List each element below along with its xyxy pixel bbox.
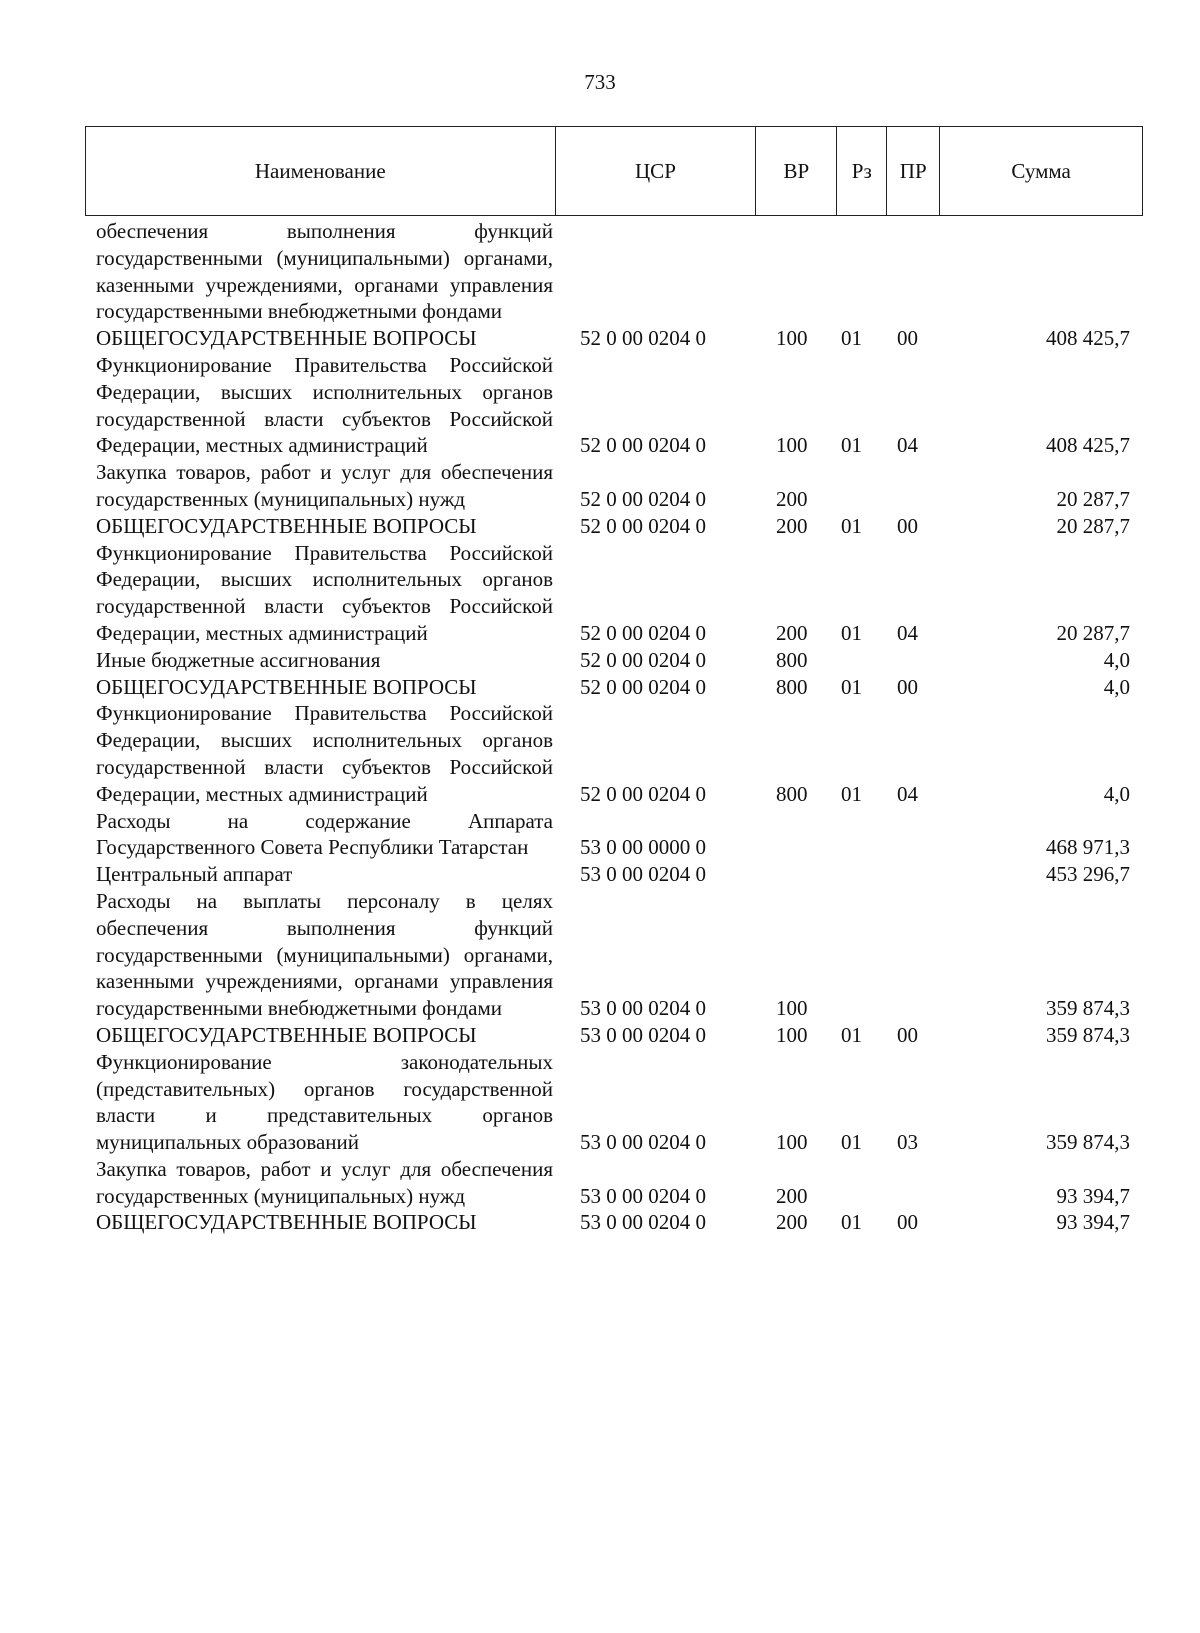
cell-name: Закупка товаров, работ и услуг для обеспечения государственных (муниципальных) нужд [96, 460, 553, 511]
cell-vr: 800 [776, 674, 808, 699]
table-row [85, 1209, 1143, 1236]
cell-sum: 93 394,7 [1056, 1210, 1130, 1235]
cell-sum: 20 287,7 [1056, 486, 1130, 511]
cell-rz: 01 [841, 513, 862, 538]
cell-rz: 01 [841, 433, 862, 458]
cell-name: Иные бюджетные ассигнования [96, 647, 381, 672]
cell-vr: 800 [776, 781, 808, 806]
cell-vr: 100 [776, 1130, 808, 1155]
cell-sum: 93 394,7 [1056, 1183, 1130, 1208]
header-rz: Рз [837, 127, 887, 215]
cell-sum: 408 425,7 [1046, 433, 1130, 458]
table-row [85, 325, 1143, 352]
cell-csr: 53 0 00 0204 0 [580, 1130, 706, 1155]
table-row [85, 459, 1143, 513]
cell-csr: 53 0 00 0204 0 [580, 1210, 706, 1235]
cell-vr: 100 [776, 996, 808, 1021]
cell-csr: 52 0 00 0204 0 [580, 620, 706, 645]
header-name: Наименование [86, 127, 556, 215]
table-row [85, 888, 1143, 1022]
cell-vr: 100 [776, 1022, 808, 1047]
cell-csr: 52 0 00 0204 0 [580, 326, 706, 351]
header-pr: ПР [887, 127, 940, 215]
cell-rz: 01 [841, 326, 862, 351]
table-row [85, 808, 1143, 862]
cell-csr: 52 0 00 0204 0 [580, 781, 706, 806]
cell-csr: 52 0 00 0204 0 [580, 433, 706, 458]
page-number: 733 [584, 70, 616, 94]
header-sum: Сумма [1011, 158, 1071, 183]
cell-sum: 359 874,3 [1046, 996, 1130, 1021]
table-row [85, 352, 1143, 459]
cell-vr: 200 [776, 1210, 808, 1235]
cell-name: Функционирование Правительства Российской Федерации, высших исполнительных органов государственной власти субъектов Российской Федерации, местных администраций [96, 540, 553, 645]
cell-name: ОБЩЕГОСУДАРСТВЕННЫЕ ВОПРОСЫ [96, 513, 477, 538]
cell-name: Закупка товаров, работ и услуг для обеспечения государственных (муниципальных) нужд [96, 1156, 553, 1208]
cell-rz: 01 [841, 1022, 862, 1047]
cell-pr: 00 [897, 513, 918, 538]
table-row [85, 861, 1143, 888]
cell-csr: 52 0 00 0204 0 [580, 486, 706, 511]
cell-csr: 53 0 00 0204 0 [580, 1022, 706, 1047]
table-row [85, 674, 1143, 701]
cell-vr: 200 [776, 513, 808, 538]
cell-pr: 00 [897, 674, 918, 699]
cell-name: Центральный аппарат [96, 862, 293, 887]
cell-pr: 00 [897, 1210, 918, 1235]
cell-sum: 4,0 [1103, 647, 1130, 672]
table-row [85, 1156, 1143, 1210]
cell-name: ОБЩЕГОСУДАРСТВЕННЫЕ ВОПРОСЫ [96, 326, 477, 351]
table-row [85, 513, 1143, 540]
cell-name: Функционирование законодательных (представительных) органов государственной власти и представительных органов муниципальных образований [96, 1049, 553, 1155]
cell-csr: 52 0 00 0204 0 [580, 647, 706, 672]
cell-vr: 100 [776, 433, 808, 458]
header-vr: ВР [756, 127, 837, 215]
table-row [85, 540, 1143, 647]
cell-name: ОБЩЕГОСУДАРСТВЕННЫЕ ВОПРОСЫ [96, 1022, 477, 1047]
cell-csr: 53 0 00 0204 0 [580, 1183, 706, 1208]
cell-vr: 800 [776, 647, 808, 672]
cell-pr: 00 [897, 1022, 918, 1047]
cell-sum: 4,0 [1103, 781, 1130, 806]
cell-csr: 53 0 00 0000 0 [580, 835, 706, 860]
cell-sum: 20 287,7 [1056, 513, 1130, 538]
cell-vr: 100 [776, 326, 808, 351]
cell-pr: 00 [897, 326, 918, 351]
cell-sum: 4,0 [1103, 674, 1130, 699]
cell-vr: 200 [776, 486, 808, 511]
cell-sum: 468 971,3 [1046, 835, 1130, 860]
cell-pr: 03 [897, 1130, 918, 1155]
cell-name: обеспечения выполнения функций государственными (муниципальными) органами, казенными учреждениями, органами управления государственными внебюджетными фондами [96, 219, 553, 324]
cell-pr: 04 [897, 781, 918, 806]
cell-rz: 01 [841, 1210, 862, 1235]
table-row [85, 647, 1143, 674]
cell-name: ОБЩЕГОСУДАРСТВЕННЫЕ ВОПРОСЫ [96, 674, 477, 699]
cell-csr: 53 0 00 0204 0 [580, 862, 706, 887]
cell-csr: 52 0 00 0204 0 [580, 674, 706, 699]
cell-vr: 200 [776, 620, 808, 645]
table-row [85, 700, 1143, 807]
cell-vr: 200 [776, 1183, 808, 1208]
cell-name: Расходы на выплаты персоналу в целях обеспечения выполнения функций государственными (муниципальными) органами, казенными учреждениями, органами управления государственными внебюджетными фондами [96, 888, 553, 1021]
cell-csr: 52 0 00 0204 0 [580, 513, 706, 538]
table-row [85, 1049, 1143, 1156]
cell-sum: 453 296,7 [1046, 862, 1130, 887]
cell-pr: 04 [897, 620, 918, 645]
cell-rz: 01 [841, 674, 862, 699]
table-row [85, 1022, 1143, 1049]
cell-pr: 04 [897, 433, 918, 458]
table-body [85, 218, 1143, 1236]
header-csr: ЦСР [556, 127, 757, 215]
cell-sum: 20 287,7 [1056, 620, 1130, 645]
cell-csr: 53 0 00 0204 0 [580, 996, 706, 1021]
cell-sum: 359 874,3 [1046, 1022, 1130, 1047]
table-row [85, 218, 1143, 325]
table-header [85, 126, 1143, 216]
cell-name: ОБЩЕГОСУДАРСТВЕННЫЕ ВОПРОСЫ [96, 1210, 477, 1235]
cell-rz: 01 [841, 620, 862, 645]
cell-sum: 359 874,3 [1046, 1130, 1130, 1155]
cell-rz: 01 [841, 1130, 862, 1155]
cell-name: Расходы на содержание Аппарата Государственного Совета Республики Татарстан [96, 808, 553, 860]
cell-name: Функционирование Правительства Российской Федерации, высших исполнительных органов государственной власти субъектов Российской Федерации, местных администраций [96, 352, 553, 458]
cell-sum: 408 425,7 [1046, 326, 1130, 351]
cell-name: Функционирование Правительства Российской Федерации, высших исполнительных органов государственной власти субъектов Российской Федерации, местных администраций [96, 701, 553, 806]
cell-rz: 01 [841, 781, 862, 806]
